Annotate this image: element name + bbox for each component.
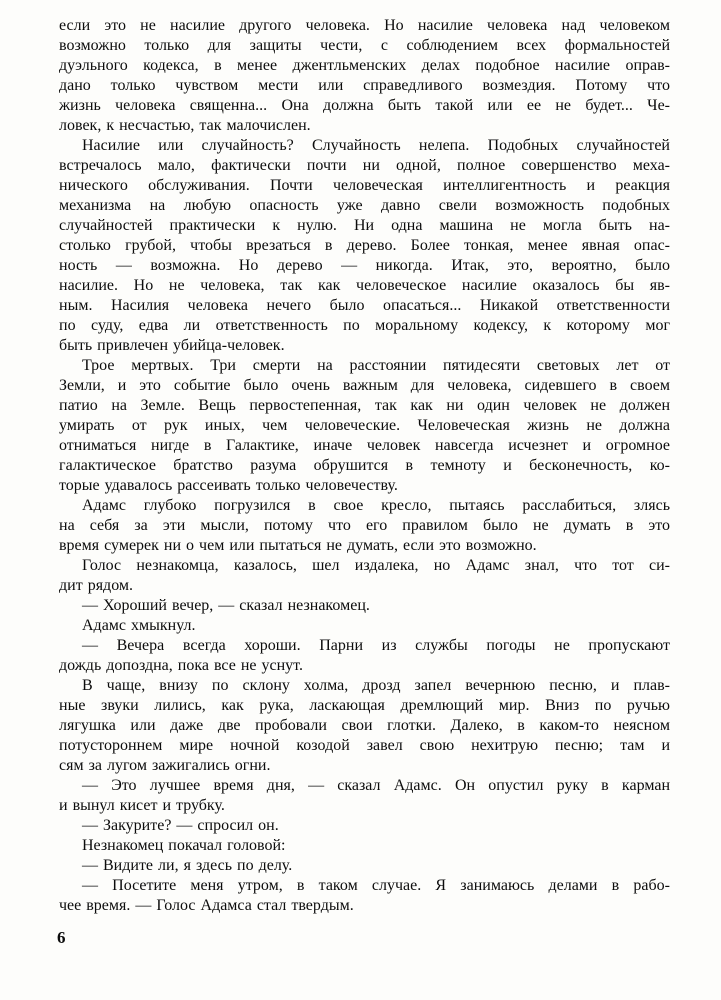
paragraph	[59, 876, 670, 916]
paragraph	[59, 496, 670, 556]
text-line: — Посетите меня утром, в таком случае. Я занимаюсь делами в рабо-	[82, 877, 670, 894]
text-line: Трое мертвых. Три смерти на расстоянии пятидесяти световых лет от	[82, 357, 670, 374]
text-line: дождь допоздна, пока все не уснут.	[59, 657, 303, 674]
text-line: время сумерек ни о чем или пытаться не думать, если это возможно.	[59, 537, 537, 554]
text-line: дит рядом.	[59, 577, 134, 594]
paragraph	[59, 856, 670, 876]
text-line: ность — возможна. Но дерево — никогда. Итак, это, вероятно, было	[59, 257, 670, 274]
text-line: ные звуки лились, как рука, ласкающая дремлющий мир. Вниз по ручью	[59, 697, 670, 714]
paragraph	[59, 676, 670, 776]
text-line: — Вечера всегда хороши. Парни из службы погоды не пропускают	[82, 637, 670, 654]
text-line: отниматься нигде в Галактике, иначе человек навсегда исчезнет и огромное	[59, 437, 670, 454]
paragraph	[59, 776, 670, 816]
text-line: столько грубой, чтобы врезаться в дерево. Более тонкая, менее явная опас-	[59, 237, 670, 254]
paragraph	[59, 836, 670, 856]
text-line: умирать от рук иных, чем человеческие. Человеческая жизнь не должна	[59, 417, 670, 434]
text-line: галактическое братство разума обрушится в темноту и бесконечность, ко-	[59, 457, 670, 474]
text-line: встречалось мало, фактически почти ни одной, полное совершенство меха-	[59, 157, 670, 174]
text-block	[59, 16, 670, 916]
paragraph	[59, 816, 670, 836]
text-line: быть привлечен убийца-человек.	[59, 337, 285, 354]
text-line: Земли, и это событие было очень важным для человека, сидевшего в своем	[59, 377, 670, 394]
text-line: дуэльного кодекса, в менее джентльменских делах подобное насилие оправ-	[59, 57, 670, 74]
paragraph	[59, 136, 670, 356]
text-line: лягушка или даже две пробовали свои глотки. Далеко, в каком-то неясном	[59, 717, 670, 734]
text-line: торые удавалось рассеивать только человечеству.	[59, 477, 398, 494]
text-line: — Хороший вечер, — сказал незнакомец.	[82, 597, 370, 614]
text-line: Голос незнакомца, казалось, шел издалека, но Адамс знал, что тот си-	[82, 557, 670, 574]
text-line: чее время. — Голос Адамса стал твердым.	[59, 897, 354, 914]
text-line: В чаще, внизу по склону холма, дрозд запел вечернюю песню, и плав-	[82, 677, 670, 694]
paragraph	[59, 636, 670, 676]
page-number: 6	[57, 928, 66, 947]
text-line: дано только чувством мести или справедливого возмездия. Потому что	[59, 77, 670, 94]
text-line: и вынул кисет и трубку.	[59, 797, 225, 814]
text-line: патио на Земле. Вещь первостепенная, так как ни один человек не должен	[59, 397, 670, 414]
text-line: Насилие или случайность? Случайность нелепа. Подобных случайностей	[82, 137, 670, 154]
paragraph	[59, 556, 670, 596]
text-line: Адамс глубоко погрузился в свое кресло, пытаясь расслабиться, злясь	[82, 497, 670, 514]
text-line: — Видите ли, я здесь по делу.	[82, 857, 293, 874]
paragraph	[59, 356, 670, 496]
text-line: сям за лугом зажигались огни.	[59, 757, 271, 774]
text-line: механизма на любую опасность уже давно свели возможность подобных	[59, 197, 670, 214]
paragraph	[59, 596, 670, 616]
text-line: ловек, к несчастью, так малочислен.	[59, 117, 311, 134]
text-line: нического обслуживания. Почти человеческая интеллигентность и реакция	[59, 177, 670, 194]
text-line: насилие. Но не человека, так как человеческое насилие оказалось бы яв-	[59, 277, 670, 294]
text-line: потустороннем мире ночной козодой завел свою нехитрую песню; там и	[59, 737, 670, 754]
text-line: возможно только для защиты чести, с соблюдением всех формальностей	[59, 37, 670, 54]
text-line: — Это лучшее время дня, — сказал Адамс. Он опустил руку в карман	[82, 777, 670, 794]
text-line: случайностей практически к нулю. Ни одна машина не могла быть на-	[59, 217, 670, 234]
text-line: Незнакомец покачал головой:	[82, 837, 286, 854]
text-line: на себя за эти мысли, потому что его правилом было не думать в это	[59, 517, 670, 534]
text-line: Адамс хмыкнул.	[82, 617, 196, 634]
paragraph	[59, 16, 670, 136]
text-line: ным. Насилия человека нечего было опасаться... Никакой ответственности	[59, 297, 670, 314]
text-line: жизнь человека священна... Она должна быть такой или ее не будет... Че-	[59, 97, 670, 114]
text-line: — Закурите? — спросил он.	[82, 817, 279, 834]
text-line: по суду, едва ли ответственность по моральному кодексу, к которому мог	[59, 317, 670, 334]
text-line: если это не насилие другого человека. Но насилие человека над человеком	[59, 17, 670, 34]
paragraph	[59, 616, 670, 636]
